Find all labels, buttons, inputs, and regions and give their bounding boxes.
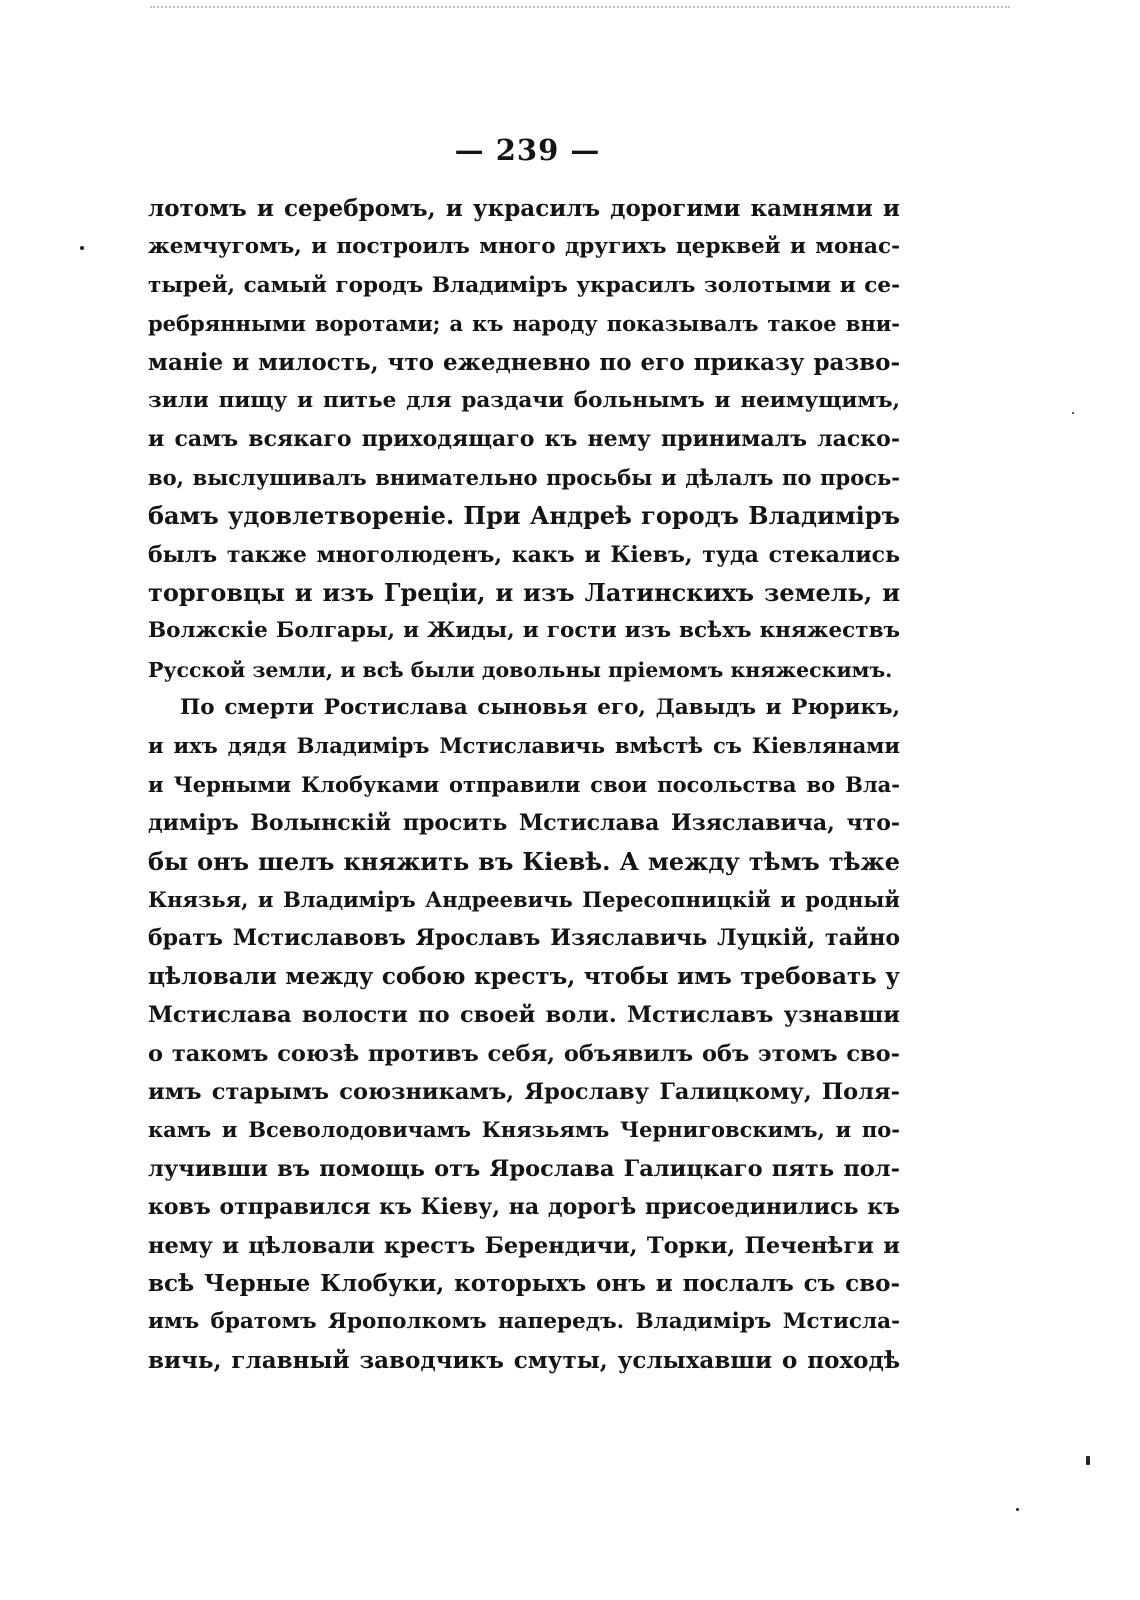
text-line: Мстислава волости по своей воли. Мстиславъ узнавши [148,1002,900,1029]
scan-speck [1072,412,1074,414]
text-line: торговцы и изъ Греціи, и изъ Латинскихъ земель, и [148,577,900,607]
text-line: зили пищу и питье для раздачи больнымъ и неимущимъ, [148,387,900,413]
text-line: камъ и Всеволодовичамъ Князьямъ Черниговскимъ, и по- [148,1117,900,1143]
text-line: Волжскіе Болгары, и Жиды, и гости изъ всѣхъ княжествъ [148,618,900,644]
text-line: во, выслушивалъ внимательно просьбы и дѣлалъ по прось- [148,464,900,490]
body-text [148,190,900,1380]
text-line: вичь, главный заводчикъ смуты, услыхавши о походѣ [148,1346,900,1374]
text-line: Русской земли, и всѣ были довольны пріемомъ княжескимъ. [148,657,893,682]
page-top-edge [150,6,1010,11]
text-line: маніе и милость, что ежедневно по его приказу разво- [148,348,900,376]
text-line: былъ также многолюденъ, какъ и Кіевъ, туда стекались [148,541,900,568]
text-line: имъ старымъ союзникамъ, Ярославу Галицкому, Поля- [148,1078,900,1105]
text-line: диміръ Волынскій просить Мстислава Изяславича, что- [148,810,900,837]
text-line: и Черными Клобуками отправили свои посольства во Вла- [148,771,900,797]
text-line: и самъ всякаго приходящаго къ нему принималъ ласко- [148,426,900,453]
text-line: Князья, и Владиміръ Андреевичь Пересопницкій и родный [148,887,900,913]
scan-speck [1086,1456,1090,1465]
text-line: имъ братомъ Ярополкомъ напередъ. Владиміръ Мстисла- [148,1309,900,1335]
text-line: братъ Мстиславовъ Ярославъ Изяславичь Луцкій, тайно [148,925,900,952]
text-line: лотомъ и серебромъ, и украсилъ дорогими камнями и [148,195,900,222]
text-line: цѣловали между собою крестъ, чтобы имъ требовать у [148,962,900,990]
scan-speck [1016,1508,1019,1511]
text-line: жемчугомъ, и построилъ много другихъ церквей и монас- [148,234,900,260]
text-line: о такомъ союзѣ противъ себя, объявилъ объ этомъ сво- [148,1040,900,1067]
page-number: — 239 — [454,133,601,167]
text-line: ковъ отправился къ Кіеву, на дорогѣ присоединились къ [148,1194,900,1221]
text-line: ребрянными воротами; а къ народу показывалъ такое вни- [148,311,900,337]
text-line: лучивши въ помощь отъ Ярослава Галицкаго пять пол- [148,1155,900,1182]
scan-speck [80,246,84,250]
text-line: и ихъ дядя Владиміръ Мстиславичь вмѣстѣ съ Кіевлянами [148,733,900,759]
text-line: бамъ удовлетвореніе. При Андреѣ городъ Владиміръ [148,501,900,531]
paragraph-first-line: По смерти Ростислава сыновья его, Давыдъ и Рюрикъ, [180,695,900,721]
text-line: всѣ Черные Клобуки, которыхъ онъ и послалъ съ сво- [148,1269,900,1297]
text-line: бы онъ шелъ княжить въ Кіевѣ. А между тѣмъ тѣже [148,846,900,876]
text-line: нему и цѣловали крестъ Берендичи, Торки, Печенѣги и [148,1232,900,1259]
text-line: тырей, самый городъ Владиміръ украсилъ золотыми и се- [148,272,900,298]
